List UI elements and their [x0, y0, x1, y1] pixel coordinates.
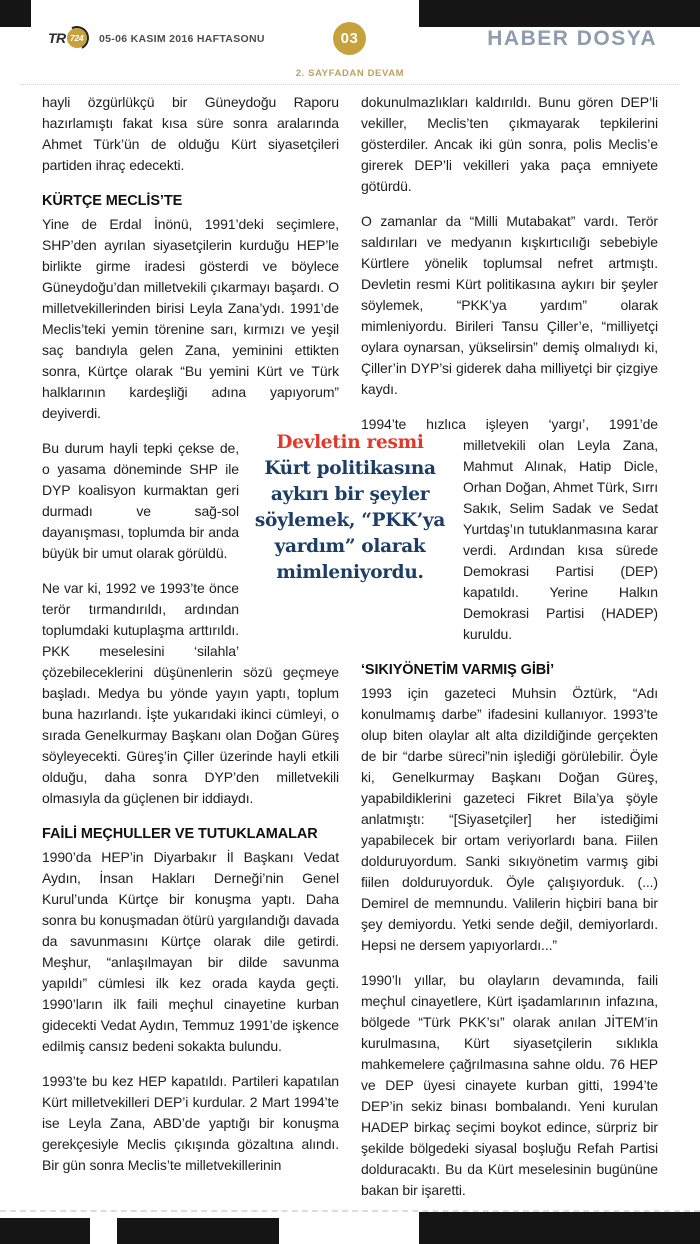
paragraph-rest: olan Leyla Zana, Mahmut Alınak, Hatip Dicle, Orhan Doğan, Ahmet Türk, Sırrı Sakık, Selim Sadak ve Sedat Yurtdaş’ın tutuklanmasına karar verdi. Ardından kısa sürede Demokrasi Partisi (DEP) kapatıldı. Yerine Halkın Demokrasi Partisi (HADEP) kuruldu.	[463, 437, 658, 642]
crop-bar-bottom-right	[419, 1212, 700, 1244]
column-left	[42, 92, 339, 1215]
section-title: HABER DOSYA	[487, 27, 657, 50]
section-heading: ‘SIKIYÖNETİM VARMIŞ GİBİ’	[361, 662, 554, 678]
page-number-badge	[333, 22, 366, 55]
pull-quote-highlight: Devletin resmi	[276, 432, 424, 453]
paragraph-lead: 1994’te hızlıca işleyen ‘yargı’, 1991’de milletvekili	[361, 416, 658, 453]
article-body	[42, 92, 658, 1215]
logo-tr-text: TR	[48, 30, 66, 46]
article-paragraph: O zamanlar da “Milli Mutabakat” vardı. Terör saldırıları ve medyanın kışkırtıcılığı sebebiyle Kürtlere yönelik toplumsal nefret artmıştı. Devletin resmi Kürt politikasına aykırı bir şeyler söylemek, “PKK’ya yardım” olarak mimleniyordu. Birileri Tansu Çiller’e, “milliyetçi oylara oynarsan, yükselirsin” demiş olmalıydı ki, Çiller’in DYP’si giderek daha milliyetçi bir çizgiye kaydı.	[361, 213, 658, 397]
article-paragraph: dokunulmazlıkları kaldırıldı. Bunu gören DEP’li vekiller, Meclis’ten çıkmayarak tepkilerini gösterdiler. Ancak iki gün sonra, polis Meclis’e girerek DEP’li vekilleri yaka paça emniyete götürdü.	[361, 94, 658, 194]
column-right	[361, 92, 658, 1215]
pull-quote	[250, 430, 450, 586]
edition-date: 05-06 KASIM 2016 HAFTASONU	[99, 33, 265, 45]
article-paragraph: 1993’te bu kez HEP kapatıldı. Partileri kapatılan Kürt milletvekilleri DEP’i kurdular. 2 Mart 1994’te ise Leyla Zana, ABD’de yaptığı bir konuşma gerekçesiyle Meclis çıkışında gözaltına alındı. Bir gün sonra Meclis’te milletvekillerinin	[42, 1073, 339, 1173]
header-dotted-rule	[20, 84, 680, 85]
crop-bar-bottom-left-2	[117, 1218, 279, 1244]
section-heading: KÜRTÇE MECLİS’TE	[42, 193, 183, 209]
logo-724-text: 724	[70, 33, 84, 43]
logo-circle	[67, 28, 87, 48]
article-paragraph: 1990’da HEP’in Diyarbakır İl Başkanı Vedat Aydın, İnsan Hakları Derneği’nin Genel Kurul’unda Kürtçe bir konuşma yaptı. Daha sonra bu konuşmadan ötürü yargılandığı davada da savunmasını Kürtçe olarak dile getirdi. Meşhur, “anlaşılmayan bir dilde savunma yapıldı” cümlesi ilk kez orada kayda geçti. 1990’ların ilk faili meçhul cinayetine kurban gidecekti Vedat Aydın, Temmuz 1991’de işkence edilmiş cansız bedeni sokakta bulundu.	[42, 849, 339, 1054]
masthead	[0, 0, 700, 92]
brand-logo	[48, 28, 87, 48]
pull-quote-rest: Kürt politikasına aykırı bir şeyler söylemek, “PKK’ya yardım” olarak mimleniyordu.	[254, 458, 446, 583]
article-paragraph: 1993 için gazeteci Muhsin Öztürk, “Adı konulmamış darbe” ifadesini kullanıyor. 1993’te olup biten olaylar alt alta dizildiğinde gerçekten de bir “darbe süreci”nin işlediği görülebilir. Öyle ki, Genelkurmay Başkanı Doğan Güreş, yapabildiklerini gazeteci Fikret Bila’ya şöyle anlatmıştı: “[Siyasetçiler] her istediğimi yapabilecek bir ortam veriyorlardı bana. Fiilen dolduruyordum. Sanki sıkıyönetim varmış gibi fiilen dolduruyorduk. Öyle çalışıyorduk. (...) Demirel de memnundu. Valilerin hiçbiri bana bir şey demiyordu. Yetki sende değil, demiyorlardı. Hepsi ne dersem yapıyorlardı...”	[361, 685, 658, 953]
article-paragraph: Bu durum hayli tepki çekse de, o yasama döneminde SHP ile DYP koalisyon kurmaktan geri durmadı ve sağ-sol dayanışması, toplumda bir anda büyük bir umut olarak görüldü.	[42, 440, 239, 561]
article-paragraph: Ne var ki, 1992 ve 1993’te önce terör tırmandırıldı, ardından toplumdaki kutuplaşma arttırıldı. PKK meselesini ‘silahla’ çözebileceklerini düşünenlerin sözü geçmeye başladı. Medya bu yönde yayın yaptı, toplum buna hazırlandı. İşte yukarıdaki ikinci cümleyi, o sırada Genelkurmay Başkanı olan Doğan Güreş söyleyecekti. Güreş’in Çiller üzerinde hayli etkili olduğu, daha sonra DYP’den milletvekili olmasıyla da güçlenen bir iddiaydı.	[42, 580, 339, 806]
section-heading: FAİLİ MEÇHULLER VE TUTUKLAMALAR	[42, 826, 318, 842]
article-paragraph: Yine de Erdal İnönü, 1991’deki seçimlere, SHP’den ayrılan siyasetçilerin kurduğu HEP’le birlikte girme iradesi gösterdi ve böylece Güneydoğu’dan milletvekili çıkarmayı başardı. O milletvekillerinden birisi Leyla Zana’ydı. 1991’de Meclis’teki yemin törenine sarı, kırmızı ve yeşil saç bandıyla gelen Zana, yeminini ettikten sonra, Kürtçe olarak “Bu yemini Kürt ve Türk halklarının kardeşliği adına yapıyorum” deyiverdi.	[42, 216, 339, 421]
page-number: 03	[340, 30, 359, 47]
article-paragraph: hayli özgürlükçü bir Güneydoğu Raporu hazırlamıştı fakat kısa süre sonra aralarında Ahmet Türk’ün de olduğu Kürt siyasetçileri partiden ihraç edecekti.	[42, 94, 339, 173]
article-paragraph: 1990’lı yıllar, bu olayların devamında, faili meçhul cinayetlere, Kürt işadamlarının infazına, bölgede “Türk PKK’sı” olarak anılan JİTEM’in kurulmasına, Kürt siyasetçilerin sıklıkla mahkemelere çağrılmasına sahne oldu. 76 HEP ve DEP üyesi cinayete kurban gitti, 1994’te DEP’in sekiz binası bombalandı. Yeni kurulan HADEP birkaç seçimi boykot edince, sürpriz bir şekilde bölgedeki siyasal boşluğu Refah Partisi dolduracaktı. Bu da Kürt meselesinin bugününe bakan bir işaretti.	[361, 972, 658, 1198]
crop-bar-bottom-left	[0, 1218, 90, 1244]
continuation-label: 2. SAYFADAN DEVAM	[295, 68, 405, 79]
